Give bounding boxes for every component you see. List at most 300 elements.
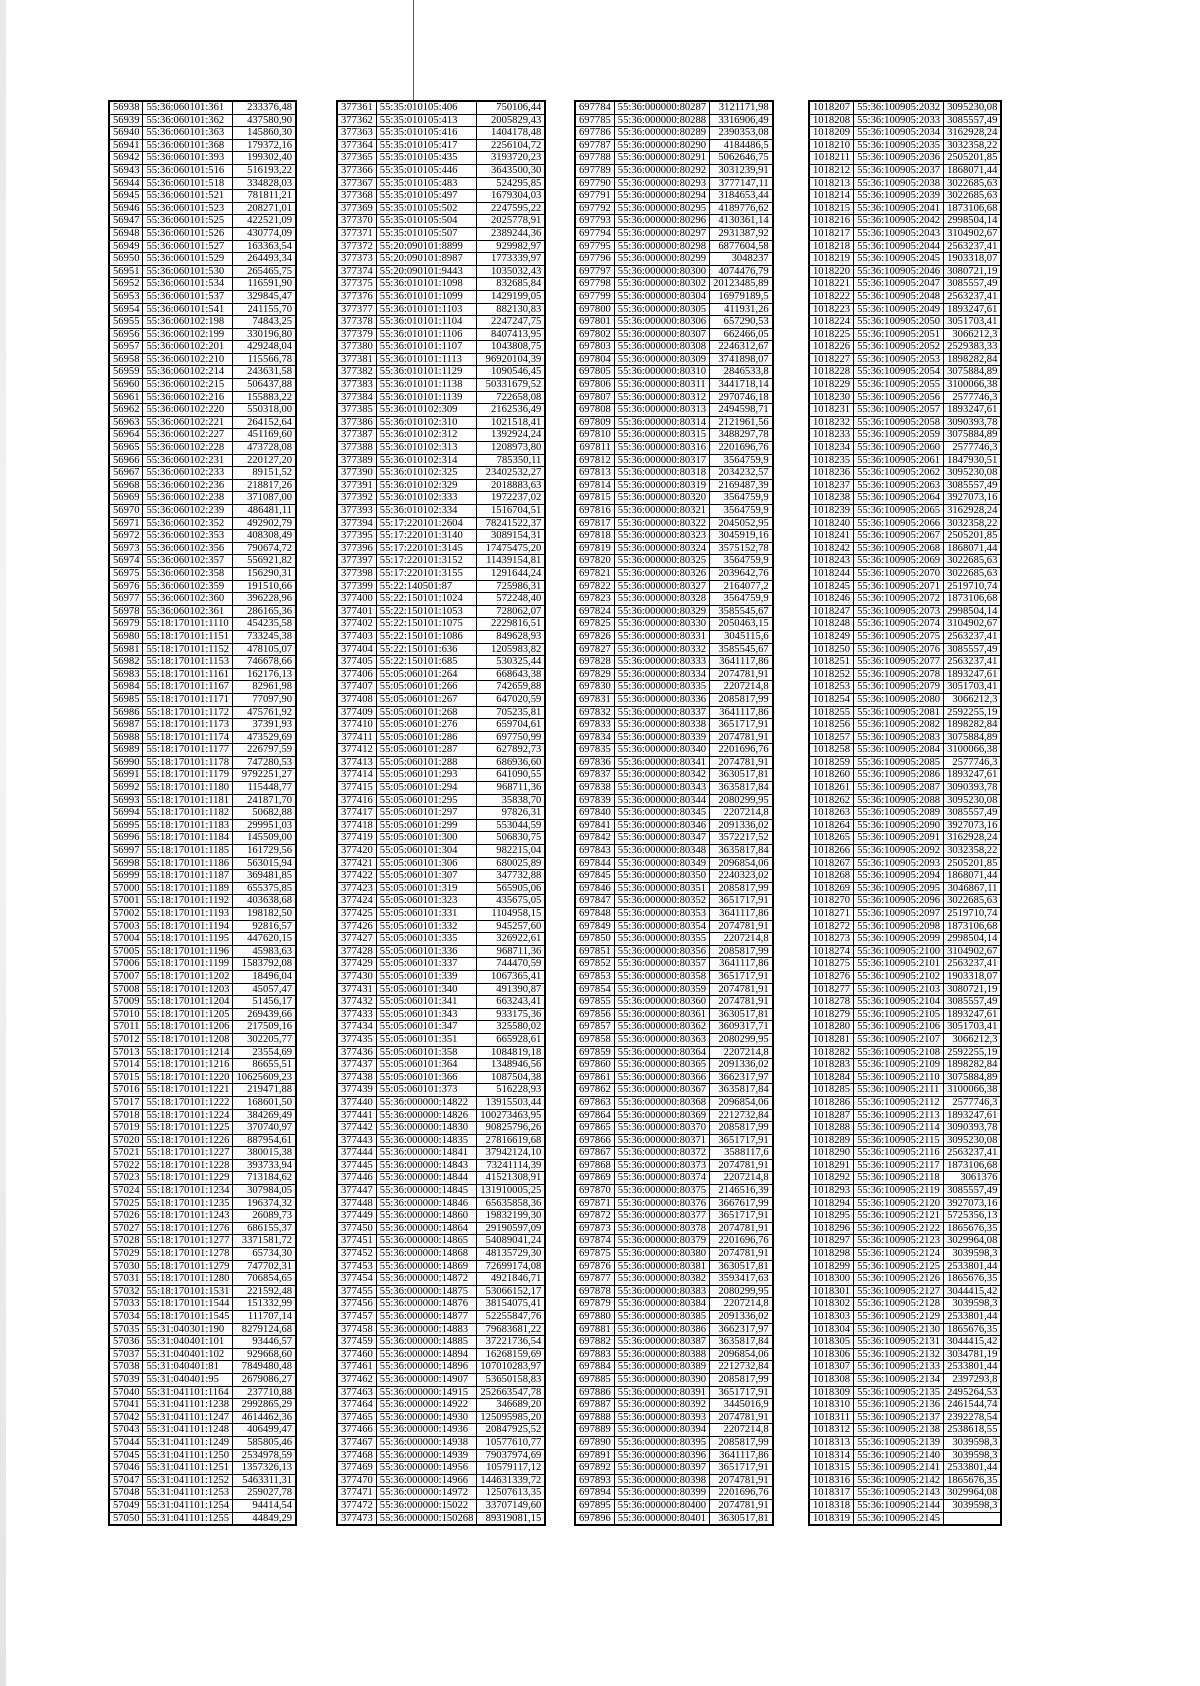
row-number: 1018215 bbox=[809, 202, 854, 215]
table-row bbox=[109, 1285, 296, 1298]
row-number: 1018244 bbox=[809, 567, 854, 580]
row-number: 1018256 bbox=[809, 719, 854, 732]
cadastral-number: 55:36:100905:2145 bbox=[854, 1512, 944, 1525]
row-number: 1018239 bbox=[809, 505, 854, 518]
row-number: 377469 bbox=[337, 1462, 376, 1475]
cadastral-number: 55:05:060101:319 bbox=[376, 882, 477, 895]
cadastral-number: 55:36:100905:2055 bbox=[854, 379, 944, 392]
cadastral-number: 55:36:000000:80345 bbox=[614, 807, 709, 820]
table-row bbox=[109, 416, 296, 429]
row-number: 377402 bbox=[337, 618, 376, 631]
table-row bbox=[109, 920, 296, 933]
cadastral-value: 1893247,61 bbox=[944, 668, 1002, 681]
cadastral-value: 3564759,9 bbox=[710, 505, 773, 518]
cadastral-value: 3641117,86 bbox=[710, 656, 773, 669]
table-row bbox=[109, 719, 296, 732]
table-row bbox=[809, 1071, 1001, 1084]
table-row bbox=[809, 215, 1001, 228]
cadastral-value: 506437,88 bbox=[233, 379, 296, 392]
cadastral-number: 55:18:170101:1173 bbox=[143, 719, 233, 732]
cadastral-number: 55:36:100905:2131 bbox=[854, 1336, 944, 1349]
cadastral-number: 55:36:000000:80344 bbox=[614, 794, 709, 807]
cadastral-number: 55:05:060101:297 bbox=[376, 807, 477, 820]
table-row bbox=[109, 429, 296, 442]
row-number: 1018232 bbox=[809, 416, 854, 429]
cadastral-number: 55:36:000000:80369 bbox=[614, 1109, 709, 1122]
cadastral-number: 55:36:060101:363 bbox=[143, 127, 233, 140]
cadastral-value: 226797,59 bbox=[233, 744, 296, 757]
table-row bbox=[809, 1210, 1001, 1223]
cadastral-value: 10579117,12 bbox=[477, 1462, 545, 1475]
table-row bbox=[575, 190, 773, 203]
table-row bbox=[575, 970, 773, 983]
table-row bbox=[809, 1021, 1001, 1034]
row-number: 697829 bbox=[575, 668, 614, 681]
cadastral-number: 55:36:000000:80327 bbox=[614, 580, 709, 593]
cadastral-number: 55:22:150101:685 bbox=[376, 656, 477, 669]
cadastral-value: 3927073,16 bbox=[944, 819, 1002, 832]
row-number: 697827 bbox=[575, 643, 614, 656]
row-number: 1018207 bbox=[809, 101, 854, 114]
row-number: 56997 bbox=[109, 845, 143, 858]
cadastral-value: 3022685,63 bbox=[944, 555, 1002, 568]
cadastral-value: 53650158,83 bbox=[477, 1373, 545, 1386]
table-row bbox=[337, 895, 545, 908]
table-row bbox=[109, 1122, 296, 1135]
row-number: 377425 bbox=[337, 908, 376, 921]
row-number: 56950 bbox=[109, 253, 143, 266]
cadastral-number: 55:36:060101:530 bbox=[143, 265, 233, 278]
cadastral-value: 90825796,26 bbox=[477, 1122, 545, 1135]
cadastral-value: 2577746,3 bbox=[944, 756, 1002, 769]
row-number: 697851 bbox=[575, 945, 614, 958]
row-number: 697894 bbox=[575, 1487, 614, 1500]
cadastral-number: 55:36:000000:80363 bbox=[614, 1033, 709, 1046]
row-number: 56968 bbox=[109, 479, 143, 492]
cadastral-value: 2240323,02 bbox=[710, 870, 773, 883]
cadastral-value: 1087504,38 bbox=[477, 1071, 545, 1084]
cadastral-value: 29190597,09 bbox=[477, 1222, 545, 1235]
cadastral-value: 492902,79 bbox=[233, 517, 296, 530]
row-number: 377376 bbox=[337, 290, 376, 303]
cadastral-number: 55:36:000000:80324 bbox=[614, 542, 709, 555]
cadastral-number: 55:36:100905:2140 bbox=[854, 1449, 944, 1462]
row-number: 377392 bbox=[337, 492, 376, 505]
cadastral-number: 55:36:000000:80313 bbox=[614, 404, 709, 417]
table-row bbox=[809, 1436, 1001, 1449]
table-row bbox=[337, 505, 545, 518]
cadastral-number: 55:36:000000:14938 bbox=[376, 1436, 477, 1449]
cadastral-value: 3085557,49 bbox=[944, 807, 1002, 820]
cadastral-value: 657290,53 bbox=[710, 316, 773, 329]
table-row bbox=[575, 580, 773, 593]
cadastral-value: 2592255,19 bbox=[944, 1046, 1002, 1059]
table-row bbox=[575, 1462, 773, 1475]
row-number: 57005 bbox=[109, 945, 143, 958]
row-number: 697784 bbox=[575, 101, 614, 114]
cadastral-value: 2846533,8 bbox=[710, 366, 773, 379]
table-row bbox=[809, 845, 1001, 858]
row-number: 57009 bbox=[109, 996, 143, 1009]
cadastral-value: 2247595,22 bbox=[477, 202, 545, 215]
cadastral-number: 55:36:000000:14845 bbox=[376, 1185, 477, 1198]
cadastral-number: 55:36:000000:80293 bbox=[614, 177, 709, 190]
cadastral-value: 2563237,41 bbox=[944, 958, 1002, 971]
cadastral-number: 55:36:000000:80343 bbox=[614, 782, 709, 795]
row-number: 56972 bbox=[109, 530, 143, 543]
table-row bbox=[109, 1172, 296, 1185]
cadastral-value: 2074781,91 bbox=[710, 1222, 773, 1235]
row-number: 1018261 bbox=[809, 782, 854, 795]
table-row bbox=[109, 1021, 296, 1034]
cadastral-value: 3641117,86 bbox=[710, 706, 773, 719]
row-number: 1018211 bbox=[809, 152, 854, 165]
table-row bbox=[809, 605, 1001, 618]
cadastral-number: 55:36:100905:2080 bbox=[854, 693, 944, 706]
row-number: 1018217 bbox=[809, 227, 854, 240]
cadastral-number: 55:36:000000:80310 bbox=[614, 366, 709, 379]
row-number: 697797 bbox=[575, 265, 614, 278]
table-row bbox=[337, 341, 545, 354]
cadastral-number: 55:35:010105:435 bbox=[376, 152, 477, 165]
row-number: 1018227 bbox=[809, 353, 854, 366]
table-row bbox=[337, 1008, 545, 1021]
cadastral-value: 968711,36 bbox=[477, 782, 545, 795]
cadastral-number: 55:05:060101:286 bbox=[376, 731, 477, 744]
cadastral-value: 451169,60 bbox=[233, 429, 296, 442]
cadastral-number: 55:36:100905:2092 bbox=[854, 845, 944, 858]
row-number: 1018304 bbox=[809, 1323, 854, 1336]
cadastral-number: 55:36:000000:14864 bbox=[376, 1222, 477, 1235]
cadastral-number: 55:05:060101:299 bbox=[376, 819, 477, 832]
cadastral-value: 1392924,24 bbox=[477, 429, 545, 442]
cadastral-value: 45057,47 bbox=[233, 983, 296, 996]
table-row bbox=[109, 1134, 296, 1147]
cadastral-number: 55:36:100905:2084 bbox=[854, 744, 944, 757]
cadastral-number: 55:36:060102:210 bbox=[143, 353, 233, 366]
table-row bbox=[809, 958, 1001, 971]
cadastral-value: 269439,66 bbox=[233, 1008, 296, 1021]
cadastral-value: 2970746,18 bbox=[710, 391, 773, 404]
cadastral-number: 55:36:000000:80337 bbox=[614, 706, 709, 719]
table-row bbox=[575, 1285, 773, 1298]
cadastral-value: 72699174,08 bbox=[477, 1260, 545, 1273]
row-number: 377410 bbox=[337, 719, 376, 732]
table-row bbox=[575, 706, 773, 719]
row-number: 1018295 bbox=[809, 1210, 854, 1223]
table-row bbox=[337, 996, 545, 1009]
cadastral-value: 1865676,35 bbox=[944, 1323, 1002, 1336]
table-row bbox=[109, 1248, 296, 1261]
table-row bbox=[109, 391, 296, 404]
cadastral-value: 2212732,84 bbox=[710, 1361, 773, 1374]
cadastral-value: 3651717,91 bbox=[710, 895, 773, 908]
cadastral-value: 23402532,27 bbox=[477, 467, 545, 480]
table-row bbox=[809, 857, 1001, 870]
cadastral-number: 55:36:100905:2128 bbox=[854, 1298, 944, 1311]
cadastral-number: 55:18:170101:1544 bbox=[143, 1298, 233, 1311]
row-number: 56981 bbox=[109, 643, 143, 656]
row-number: 1018280 bbox=[809, 1021, 854, 1034]
row-number: 56969 bbox=[109, 492, 143, 505]
cadastral-number: 55:36:060101:523 bbox=[143, 202, 233, 215]
table-row bbox=[809, 870, 1001, 883]
table-row bbox=[337, 127, 545, 140]
cadastral-number: 55:36:000000:80391 bbox=[614, 1386, 709, 1399]
table-row bbox=[809, 429, 1001, 442]
cadastral-number: 55:36:100905:2044 bbox=[854, 240, 944, 253]
table-row bbox=[575, 1348, 773, 1361]
row-number: 697896 bbox=[575, 1512, 614, 1525]
cadastral-number: 55:36:100905:2129 bbox=[854, 1311, 944, 1324]
table-row bbox=[337, 1373, 545, 1386]
cadastral-value: 2085817,99 bbox=[710, 1373, 773, 1386]
cadastral-number: 55:36:000000:80371 bbox=[614, 1134, 709, 1147]
table-row bbox=[109, 933, 296, 946]
row-number: 1018294 bbox=[809, 1197, 854, 1210]
cadastral-value: 3162928,24 bbox=[944, 832, 1002, 845]
cadastral-value: 11439154,81 bbox=[477, 555, 545, 568]
cadastral-number: 55:05:060101:288 bbox=[376, 756, 477, 769]
cadastral-value: 3104902,67 bbox=[944, 227, 1002, 240]
row-number: 1018220 bbox=[809, 265, 854, 278]
cadastral-value: 2096854,06 bbox=[710, 1096, 773, 1109]
row-number: 57013 bbox=[109, 1046, 143, 1059]
row-number: 377386 bbox=[337, 416, 376, 429]
cadastral-number: 55:36:060102:353 bbox=[143, 530, 233, 543]
row-number: 56964 bbox=[109, 429, 143, 442]
cadastral-value: 2679086,27 bbox=[233, 1373, 296, 1386]
cadastral-number: 55:36:000000:80353 bbox=[614, 908, 709, 921]
cadastral-number: 55:36:100905:2126 bbox=[854, 1273, 944, 1286]
table-row bbox=[109, 492, 296, 505]
cadastral-value: 179372,16 bbox=[233, 139, 296, 152]
cadastral-number: 55:36:100905:2072 bbox=[854, 593, 944, 606]
cadastral-number: 55:36:000000:80366 bbox=[614, 1071, 709, 1084]
cadastral-number: 55:36:000000:80350 bbox=[614, 870, 709, 883]
cadastral-number: 55:36:000000:80362 bbox=[614, 1021, 709, 1034]
row-number: 56982 bbox=[109, 656, 143, 669]
table-row bbox=[575, 341, 773, 354]
cadastral-value: 3162928,24 bbox=[944, 127, 1002, 140]
cadastral-number: 55:36:100905:2090 bbox=[854, 819, 944, 832]
row-number: 697785 bbox=[575, 114, 614, 127]
table-row bbox=[109, 114, 296, 127]
cadastral-number: 55:35:010105:416 bbox=[376, 127, 477, 140]
row-number: 377428 bbox=[337, 945, 376, 958]
cadastral-value: 478105,07 bbox=[233, 643, 296, 656]
row-number: 377451 bbox=[337, 1235, 376, 1248]
table-row bbox=[109, 630, 296, 643]
row-number: 697830 bbox=[575, 681, 614, 694]
cadastral-value: 1067365,41 bbox=[477, 970, 545, 983]
row-number: 1018314 bbox=[809, 1449, 854, 1462]
cadastral-value: 144631339,72 bbox=[477, 1474, 545, 1487]
cadastral-number: 55:36:100905:2117 bbox=[854, 1159, 944, 1172]
row-number: 57037 bbox=[109, 1348, 143, 1361]
table-row bbox=[109, 215, 296, 228]
cadastral-number: 55:36:000000:80392 bbox=[614, 1399, 709, 1412]
cadastral-number: 55:36:000000:14869 bbox=[376, 1260, 477, 1273]
cadastral-number: 55:36:060101:521 bbox=[143, 190, 233, 203]
cadastral-number: 55:36:100905:2139 bbox=[854, 1436, 944, 1449]
cadastral-value: 41521308,91 bbox=[477, 1172, 545, 1185]
cadastral-number: 55:36:060102:221 bbox=[143, 416, 233, 429]
cadastral-number: 55:36:010102:333 bbox=[376, 492, 477, 505]
table-row bbox=[575, 605, 773, 618]
row-number: 697817 bbox=[575, 517, 614, 530]
cadastral-number: 55:36:100905:2089 bbox=[854, 807, 944, 820]
cadastral-value: 219471,88 bbox=[233, 1084, 296, 1097]
row-number: 57036 bbox=[109, 1336, 143, 1349]
table-row bbox=[337, 517, 545, 530]
table-row bbox=[109, 945, 296, 958]
table-row bbox=[109, 580, 296, 593]
cadastral-number: 55:36:000000:80320 bbox=[614, 492, 709, 505]
table-row bbox=[109, 996, 296, 1009]
row-number: 377429 bbox=[337, 958, 376, 971]
row-number: 56979 bbox=[109, 618, 143, 631]
cadastral-value: 20123485,89 bbox=[710, 278, 773, 291]
table-row bbox=[337, 542, 545, 555]
table-row bbox=[575, 1373, 773, 1386]
cadastral-value: 93446,57 bbox=[233, 1336, 296, 1349]
row-number: 1018252 bbox=[809, 668, 854, 681]
row-number: 1018276 bbox=[809, 970, 854, 983]
cadastral-number: 55:36:100905:2127 bbox=[854, 1285, 944, 1298]
row-number: 56966 bbox=[109, 454, 143, 467]
table-row bbox=[809, 618, 1001, 631]
row-number: 1018260 bbox=[809, 769, 854, 782]
cadastral-number: 55:05:060101:300 bbox=[376, 832, 477, 845]
cadastral-number: 55:36:000000:80316 bbox=[614, 442, 709, 455]
cadastral-number: 55:36:000000:80331 bbox=[614, 630, 709, 643]
cadastral-value: 1847930,51 bbox=[944, 454, 1002, 467]
cadastral-number: 55:18:170101:1243 bbox=[143, 1210, 233, 1223]
cadastral-value: 781811,21 bbox=[233, 190, 296, 203]
row-number: 377450 bbox=[337, 1222, 376, 1235]
row-number: 697832 bbox=[575, 706, 614, 719]
cadastral-number: 55:36:000000:80398 bbox=[614, 1474, 709, 1487]
table-row bbox=[575, 454, 773, 467]
table-row bbox=[575, 164, 773, 177]
table-row bbox=[337, 1424, 545, 1437]
cadastral-number: 55:05:060101:276 bbox=[376, 719, 477, 732]
row-number: 1018234 bbox=[809, 442, 854, 455]
table-row bbox=[337, 555, 545, 568]
row-number: 377455 bbox=[337, 1285, 376, 1298]
table-row bbox=[109, 605, 296, 618]
table-row bbox=[337, 605, 545, 618]
cadastral-number: 55:36:000000:80385 bbox=[614, 1311, 709, 1324]
cadastral-number: 55:18:170101:1277 bbox=[143, 1235, 233, 1248]
cadastral-value: 733245,38 bbox=[233, 630, 296, 643]
table-row bbox=[337, 1298, 545, 1311]
table-row bbox=[809, 668, 1001, 681]
row-number: 56980 bbox=[109, 630, 143, 643]
cadastral-number: 55:31:041101:1255 bbox=[143, 1512, 233, 1525]
row-number: 1018230 bbox=[809, 391, 854, 404]
cadastral-value: 1903318,07 bbox=[944, 253, 1002, 266]
row-number: 56947 bbox=[109, 215, 143, 228]
cadastral-number: 55:36:000000:14922 bbox=[376, 1399, 477, 1412]
cadastral-number: 55:36:100905:2108 bbox=[854, 1046, 944, 1059]
row-number: 57014 bbox=[109, 1059, 143, 1072]
table-row bbox=[575, 404, 773, 417]
cadastral-value: 19832199,30 bbox=[477, 1210, 545, 1223]
cadastral-number: 55:36:000000:80340 bbox=[614, 744, 709, 757]
row-number: 377468 bbox=[337, 1449, 376, 1462]
cadastral-value: 2392278,54 bbox=[944, 1411, 1002, 1424]
table-row bbox=[337, 920, 545, 933]
table-row bbox=[337, 227, 545, 240]
row-number: 1018288 bbox=[809, 1122, 854, 1135]
table-row bbox=[575, 517, 773, 530]
row-number: 1018298 bbox=[809, 1248, 854, 1261]
table-row bbox=[809, 139, 1001, 152]
table-row bbox=[809, 996, 1001, 1009]
cadastral-number: 55:36:100905:2048 bbox=[854, 290, 944, 303]
cadastral-number: 55:36:000000:80294 bbox=[614, 190, 709, 203]
table-row bbox=[809, 152, 1001, 165]
row-number: 697809 bbox=[575, 416, 614, 429]
cadastral-value: 115448,77 bbox=[233, 782, 296, 795]
row-number: 697858 bbox=[575, 1033, 614, 1046]
cadastral-number: 55:22:150101:636 bbox=[376, 643, 477, 656]
cadastral-value: 406499,47 bbox=[233, 1424, 296, 1437]
cadastral-number: 55:18:170101:1174 bbox=[143, 731, 233, 744]
row-number: 1018313 bbox=[809, 1436, 854, 1449]
cadastral-number: 55:18:170101:1196 bbox=[143, 945, 233, 958]
row-number: 377426 bbox=[337, 920, 376, 933]
row-number: 697833 bbox=[575, 719, 614, 732]
cadastral-number: 55:36:060101:537 bbox=[143, 290, 233, 303]
cadastral-number: 55:36:060102:228 bbox=[143, 442, 233, 455]
table-row bbox=[109, 1008, 296, 1021]
cadastral-value: 3575152,78 bbox=[710, 542, 773, 555]
row-number: 56944 bbox=[109, 177, 143, 190]
cadastral-value: 3080721,19 bbox=[944, 983, 1002, 996]
row-number: 697822 bbox=[575, 580, 614, 593]
cadastral-value: 2074781,91 bbox=[710, 1499, 773, 1512]
table-row bbox=[337, 870, 545, 883]
cadastral-number: 55:36:000000:80357 bbox=[614, 958, 709, 971]
table-row bbox=[337, 1474, 545, 1487]
cadastral-value: 89319081,15 bbox=[477, 1512, 545, 1525]
cadastral-number: 55:36:010101:1104 bbox=[376, 316, 477, 329]
table-row bbox=[337, 1210, 545, 1223]
table-row bbox=[109, 253, 296, 266]
cadastral-value: 565905,06 bbox=[477, 882, 545, 895]
table-row bbox=[575, 668, 773, 681]
row-number: 377371 bbox=[337, 227, 376, 240]
cadastral-number: 55:36:000000:80368 bbox=[614, 1096, 709, 1109]
cadastral-number: 55:36:000000:80335 bbox=[614, 681, 709, 694]
row-number: 697835 bbox=[575, 744, 614, 757]
cadastral-value: 556921,82 bbox=[233, 555, 296, 568]
cadastral-value: 1865676,35 bbox=[944, 1273, 1002, 1286]
row-number: 1018228 bbox=[809, 366, 854, 379]
cadastral-number: 55:05:060101:266 bbox=[376, 681, 477, 694]
table-row bbox=[575, 782, 773, 795]
cadastral-number: 55:36:060101:518 bbox=[143, 177, 233, 190]
cadastral-value: 2212732,84 bbox=[710, 1109, 773, 1122]
row-number: 56970 bbox=[109, 505, 143, 518]
row-number: 56973 bbox=[109, 542, 143, 555]
cadastral-value: 1404178,48 bbox=[477, 127, 545, 140]
cadastral-number: 55:36:060102:360 bbox=[143, 593, 233, 606]
table-row bbox=[575, 1512, 773, 1525]
